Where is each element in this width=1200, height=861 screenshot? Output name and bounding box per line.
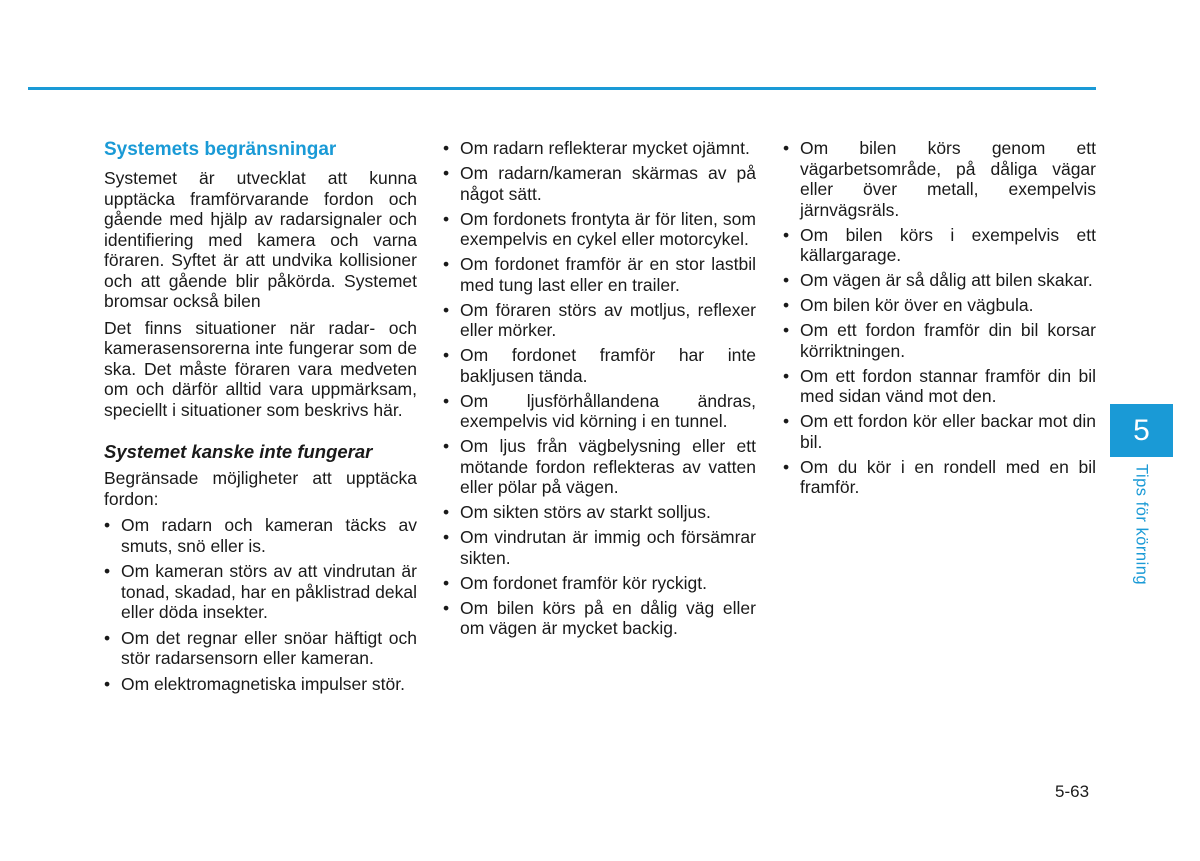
bullet-list-col2 (443, 138, 756, 639)
list-item: • Om radarn/kameran skärmas av på något sätt. (443, 163, 756, 204)
list-item: • Om vindrutan är immig och försämrar sikten. (443, 527, 756, 568)
list-item: • Om vägen är så dålig att bilen skakar. (783, 270, 1096, 291)
list-item: • Om fordonet framför är en stor lastbil med tung last eller en trailer. (443, 254, 756, 295)
section-paragraph: Det finns situationer när radar- och kamerasensorerna inte fungerar som de ska. Det måste föraren vara medveten om och därför alltid vara uppmärksam, speciellt i situationer som beskrivs här. (104, 317, 417, 420)
bullet-list-col1 (104, 515, 417, 694)
list-item: • Om det regnar eller snöar häftigt och stör radarsensorn eller kameran. (104, 628, 417, 669)
list-item: • Om du kör i en rondell med en bil framför. (783, 457, 1096, 498)
bullet-list-col3 (783, 138, 1096, 498)
list-item: • Om radarn och kameran täcks av smuts, snö eller is. (104, 515, 417, 556)
list-item: • Om ett fordon kör eller backar mot din bil. (783, 411, 1096, 452)
header-rule (28, 87, 1096, 90)
list-item: • Om ett fordon framför din bil korsar körriktningen. (783, 320, 1096, 361)
column-left (104, 138, 417, 699)
list-item: • Om föraren störs av motljus, reflexer eller mörker. (443, 300, 756, 341)
list-item: • Om ljusförhållandena ändras, exempelvis vid körning i en tunnel. (443, 391, 756, 432)
subsection-heading: Systemet kanske inte fungerar (104, 441, 373, 462)
list-item: • Om kameran störs av att vindrutan är tonad, skadad, har en påklistrad dekal eller döda insekter. (104, 561, 417, 623)
column-middle (443, 138, 756, 643)
list-item: • Om radarn reflekterar mycket ojämnt. (443, 138, 756, 159)
chapter-number-tab: 5 (1110, 404, 1173, 457)
list-item: • Om fordonet framför har inte bakljusen tända. (443, 345, 756, 386)
page-number: 5-63 (1055, 782, 1090, 801)
list-item: • Om bilen körs på en dålig väg eller om vägen är mycket backig. (443, 598, 756, 639)
list-item: • Om ett fordon stannar framför din bil med sidan vänd mot den. (783, 366, 1096, 407)
list-item: • Om sikten störs av starkt solljus. (443, 502, 756, 523)
list-item: • Om fordonet framför kör ryckigt. (443, 573, 756, 594)
section-heading: Systemets begränsningar (104, 139, 337, 160)
list-item: • Om bilen kör över en vägbula. (783, 295, 1096, 316)
section-paragraph: Systemet är utvecklat att kunna upptäcka framförvarande fordon och gående med hjälp av radarsignaler och identifiering med kamera och varna föraren. Syftet är att undvika kollisioner och att gående blir påkörda. Systemet bromsar också bilen (104, 168, 417, 311)
column-right (783, 138, 1096, 502)
list-item: • Om bilen körs genom ett vägarbetsområde, på dåliga vägar eller över metall, exempelvis järnvägsräls. (783, 138, 1096, 220)
list-item: • Om elektromagnetiska impulser stör. (104, 674, 417, 695)
chapter-label-text: Tips för körning (1132, 464, 1151, 586)
subsection-intro: Begränsade möjligheter att upptäcka fordon: (104, 468, 417, 509)
list-item: • Om fordonets frontyta är för liten, som exempelvis en cykel eller motorcykel. (443, 209, 756, 250)
list-item: • Om bilen körs i exempelvis ett källargarage. (783, 225, 1096, 266)
list-item: • Om ljus från vägbelysning eller ett mötande fordon reflekteras av vatten eller pölar på vägen. (443, 436, 756, 498)
